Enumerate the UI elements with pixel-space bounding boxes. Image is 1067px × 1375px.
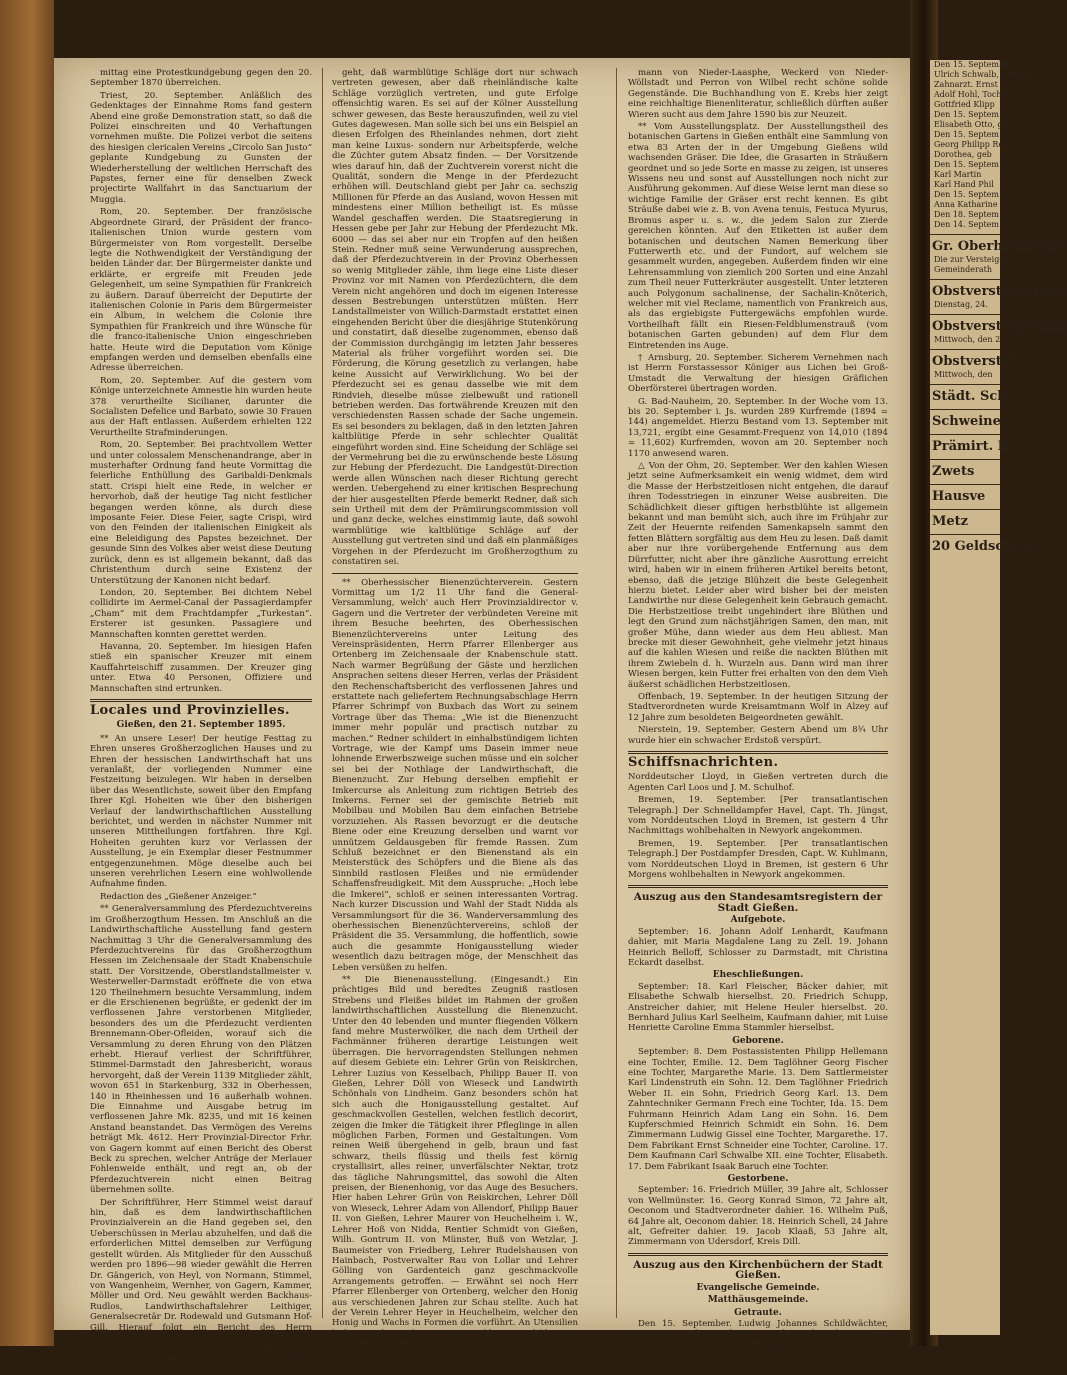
ship-entry: Bremen, 19. September. [Per transatlantischen Telegraph.] Der Schnelldampfer Havel, Capt. Th. Jüngst, vom Norddeutschen Lloyd in Bremen, ist gestern 4 Uhr Nachmittags wohlbehalten in Newyork angekommen. bbox=[628, 795, 888, 837]
news-paragraph: mittag eine Protestkundgebung gegen den 20. September 1870 überreichen. bbox=[90, 68, 312, 89]
newspaper-page bbox=[54, 58, 912, 1375]
adjacent-page-line: Schweine bbox=[932, 414, 1001, 429]
adjacent-page-line: Mittwoch, den bbox=[934, 370, 993, 379]
kirchen-parish: Matthäusgemeinde. bbox=[707, 1295, 809, 1306]
section-divider bbox=[628, 1253, 888, 1256]
ad-divider bbox=[930, 314, 1000, 315]
ad-divider bbox=[930, 349, 1000, 350]
adjacent-page-line: Ulrich Schwalb, Tochter bbox=[934, 70, 1033, 79]
news-paragraph: ** An unsere Leser! Der heutige Festtag zu Ehren unseres Großherzoglichen Hauses und zu Ehren der hessischen Landwirthschaft hat uns veranlaßt, der vorliegenden Nummer eine Festzeitung beizulegen. Wir haben in derselben über das Wesentlichste, soweit über den Empfang Ihrer Kgl. Hoheiten wie über den bisherigen Verlauf der landwirthschaftlichen Ausstellung berichtet, und werden in nächster Nummer mit unseren Mittheilungen fortfahren. Ihre Kgl. Hoheiten geruhten kurz vor Verlassen der Ausstellung, je ein Exemplar dieser Festnummer entgegenzunehmen. Möge dieselbe auch bei unseren verehrlichen Lesern eine wohlwollende Aufnahme finden. bbox=[90, 733, 312, 890]
adjacent-page-line: Obstversteigerung bbox=[932, 284, 1067, 299]
adjacent-page-line: Zahnarzt. Ernst bbox=[934, 80, 998, 89]
adjacent-page-line: Den 15. September, bbox=[934, 60, 1015, 69]
adjacent-page-line: Die zur Versteige bbox=[934, 255, 1005, 264]
column-2 bbox=[332, 68, 578, 1350]
news-paragraph: Triest, 20. September. Anläßlich des Gedenktages der Einnahme Roms fand gestern Abend eine große Demonstration statt, so daß die Polizei einschreiten und 40 Verhaftungen vornehmen mußte. Die Polizei verbot die seitens des hiesigen clericalen Vereins „Circolo San Justo“ geplante Kundgebung zu Gunsten der Wiederherstellung der weltlichen Herrschaft des Papstes, ferner eine für denselben Zweck projectirte Wallfahrt in das Sanctuarium der Muggia. bbox=[90, 90, 312, 205]
regional-news bbox=[628, 68, 888, 746]
news-paragraph: Rom, 20. September. Bei prachtvollem Wetter und unter colossalem Menschenandrange, aber in musterhafter Ordnung fand heute Vormittag die feierliche Enthüllung des Garibaldi-Denkmals statt. Crispi hielt eine Rede, in welcher er hervorhob, daß der heutige Tag nicht festlicher begangen werden könne, als durch diese imposante Feier. Diese Feier, sagte Crispi, wird von den Feinden der italienischen Einigkeit als eine Beleidigung des Papstes bezeichnet. Der gesunde Sinn des Volkes aber weist diese Deutung zurück, denn es ist allgemein bekannt, daß das Christenthum durch seine Existenz der Unterstützung der Kanonen nicht bedarf. bbox=[90, 440, 312, 586]
dateline: Gießen, den 21. September 1895. bbox=[116, 720, 286, 731]
news-paragraph: mann von Nieder-Laasphe, Weckerd von Nieder-Wöllstadt und Perron von Wilbel recht schöne solide Gegenstände. Die Buchhandlung von E. Krebs hier zeigt eine reichhaltige Bienenliteratur, schließlich dürften außer Wieren sucht aus dem Jahre 1590 bis zur Neuzeit. bbox=[628, 68, 888, 120]
adjacent-page-line: Den 15. Septem bbox=[934, 110, 999, 119]
news-paragraph: ** Vom Ausstellungsplatz. Der Ausstellungstheil des botanischen Gartens in Gießen enthält eine Sammlung von etwa 83 Arten der in der Umgebung Gießens wild wachsenden Gräser. Die Idee, die Grasarten in Sträußern geordnet und so jede Sorte en masse zu zeigen, ist unseres Wissens neu und sonst auf Ausstellungen noch nicht zur Ausführung gekommen. Auf diese Weise lernt man diese so wichtige Familie der Gräser erst recht kennen. Es gibt Sträuße dabei wie z. B. von Avena tenuis, Festuca Myurus, Bromus asper u. s. w., die jedem Salon zur Zierde gereichen könnten. Auf den Etiketten ist außer dem botanischen und deutschen Namen Bemerkung über Futterwerth etc. und der Fundort, auf welchem sie gesammelt wurden, angegeben. Außerdem finden wir eine Lehrensammlung von ziemlich 200 Sorten und eine Anzahl zum Theil neuer Futterkräuter ausgestellt. Unter letzteren auch Polygonum sachalinense, der Sachalin-Knöterich, welcher mit viel Reclame, namentlich von Frankreich aus, als das ergiebigste Futtergewächs empfohlen wurde. Vortheilhaft fällt ein Riesen-Feldblumenstrauß (vom botanischen Garten gebunden) auf dem Flur dem Eintretenden ins Auge. bbox=[628, 122, 888, 351]
adjacent-page-line: Georg Philipp Re bbox=[934, 140, 1004, 149]
kirchen-sub: Evangelische Gemeinde. bbox=[696, 1282, 820, 1293]
ad-divider bbox=[930, 434, 1000, 435]
section-divider bbox=[628, 751, 888, 754]
ad-divider bbox=[930, 509, 1000, 510]
adjacent-page-line: Städt. Sch bbox=[932, 389, 1007, 404]
adjacent-page-line: Dorothea, geb bbox=[934, 150, 992, 159]
adjacent-page-line: Obstversteigerung bbox=[932, 319, 1067, 334]
adjacent-page-line: Hausve bbox=[932, 489, 986, 504]
adjacent-page-line: Den 15. Septem bbox=[934, 190, 999, 199]
news-paragraph: ** Oberhessischer Bienenzüchterverein. Gestern Vormittag um 1/2 11 Uhr fand die General-Versammlung, welch' auch Herr Provinzialdirector v. Gagern und die Vertreter der verbündeten Vereine mit ihrem Besuche beehrten, des Oberhessischen Bienenzüchtervereins unter Leitung des Vereinspräsidenten, Herrn Pfarrer Ellenberger aus Ortenberg im Zeichensaale der Knabenschule statt. Nach warmer Begrüßung der Gäste und herzlichen Ansprachen seitens dieser Herren, verlas der Präsident den Rechenschaftsbericht des verflossenen Jahres und erstattete nach geliefertem Rechnungsabschlage Herrn Pfarrer Schrimpf von Buxbach das Wort zu seinem Vortrage über das Thema: „Wie ist die Bienenzucht immer mehr populär und practisch nutzbar zu machen.“ Redner schildert in einhalbstündigem lichten Vortrage, wie der Kampf ums Dasein immer neue lohnende Erwerbszweige suchen müsse und ein solcher sei bei der Nothlage der Landwirthschaft, die Bienenzucht. Zur Hebung derselben empfiehlt er Imkercurse als Anleitung zum richtigen Betrieb des Imkerns. Ferner sei der gemischte Betrieb mit Mobilbau und Mobilen Bau dem einfachen Betriebe vorzuziehen. Als Rassen bevorzugt er die deutsche Biene oder eine Kreuzung derselben und warnt vor unnützem Geldausgeben für fremde Rassen. Zum Schluß bezeichnet er den Bienenstand als ein Meisterstück des Schöpfers und die Biene als das Sinnbild rastlosen Fleißes und nie ermüdender Schaffensfreudigkeit. Mit dem Ausspruche: „Hoch lebe die Imkerei“, schloß er seinen interessanten Vortrag. Nach kurzer Discussion und Wahl der Stadt Nidda als Versammlungsort für die 36. Wanderversammlung des oberhessischen Bienenzüchtervereins, schloß der Präsident die 35. Versammlung, die hoffentlich, sowie auch die gesammte Honigausstellung wieder wesentlich dazu beitragen möge, der Menschheit das Leben versüßen zu helfen. bbox=[332, 577, 578, 973]
adjacent-page-line: Elisabeth Otto, ge bbox=[934, 120, 1008, 129]
adjacent-page-line: Adolf Hohl, Tochter bbox=[934, 90, 1014, 99]
news-paragraph: ** Die Bienenausstellung. (Eingesandt.) Ein prächtiges Bild und beredtes Zeugniß rastlosen Strebens und Fleißes bildet im Rahmen der großen landwirthschaftlichen Ausstellung die Bienenzucht. Unter den 40 lebenden und munter fliegenden Völkern fand mehre Musterwölker, die nach dem Urtheil der Fachmänner früheren derartige Leistungen weit überragen. Die hervorragendsten Stellungen nehmen auf diesem Gebiete ein: Lehrer Grün von Reiskirchen, Lehrer Luzius von Kesselbach, Philipp Bauer II. von Gießen, Lehrer Döll von Wieseck und Landwirth Schönhals von Lindheim. Ganz besonders schön hat sich auch die Honigausstellung gestaltet. Auf geschmackvollen Gestellen, welchen festlich decorirt, zeigen die Imker die Tätigkeit ihrer Pfleglinge in allen möglichen Farben, Formen und Gestaltungen. Vom reinen Weiß übergehend in gelb, braun und fast schwarz, theils flüssig und theils fest körnig crystallisirt, alles reiner, unverfälschter Nektar, trotz das tägliche Nahrungsmittel, das sowohl die Alten preisen, der Bienenhonig, vor das Auge des Besuchers. Hier haben Lehrer Grün von Reiskirchen, Lehrer Döll von Wieseck, Lehrer Adam von Allendorf, Philipp Bauer II. von Gießen, Lehrer Maurer von Heuchelheim i. W., Lehrer Hoß von Nidda, Rentier Schmidt von Gießen, Wilh. Gontrum II. von Münster, Buß von Wetzlar, J. Baumeister von Friedberg, Lehrer Rudelshausen von Hainbach, Postverwalter Rau von Lollar und Lehrer Gölling von Gardenteich ganz geschmackvolle Arrangements getroffen. — Erwähnt sei noch Herr Pfarrer Ellenberger von Ortenberg, welcher den Honig aus verschiedenen Jahren zur Schau stellte. Auch hat der Verein Lehrer Heyer in Heuchelheim, welcher den Honig und Wachs in Formen die vorführt. An Utensilien liefert Hrch. Keck Ww. von Nidda, G. Schäfer von Friedberg, Schmidt von Großen-Buseck, Zimmer- bbox=[332, 974, 578, 1350]
article-divider bbox=[332, 573, 578, 574]
adjacent-page-line: Gr. Oberhessische bbox=[932, 239, 1064, 254]
ships-intro: Norddeutscher Lloyd, in Gießen vertreten durch die Agenten Carl Loos und J. M. Schulhof. bbox=[628, 772, 888, 793]
register-group-title: Aufgebote. bbox=[730, 915, 786, 926]
register-group-title: Gestorbene. bbox=[727, 1174, 789, 1185]
adjacent-page-line: Mittwoch, den 2 bbox=[934, 335, 1001, 344]
register-group-title: Eheschließungen. bbox=[712, 970, 804, 981]
adjacent-page-line: Den 15. Septem bbox=[934, 130, 999, 139]
news-paragraph: Rom, 20. September. Der französische Abgeordnete Girard, der Präsident der franco-italienischen Union wurde gestern vom Bürgermeister von Rom vorgestellt. Derselbe legte die Nothwendigkeit der Verständigung der beiden Länder dar. Der Bürgermeister dankte und erklärte, er ergreife mit Freuden jede Gelegenheit, um seine Sympathien für Frankreich zu äußern. Darauf überreicht der Deputirte der italienischen Colonie in Paris dem Bürgermeister ein Album, in welchem die Colonie ihre Sympathien für Frankreich und ihre Wünsche für die franco-italienische Union eingeschrieben hatte. Heute wird die Deputation vom Könige empfangen werden und demselben ebenfalls eine Adresse überreichen. bbox=[90, 207, 312, 374]
news-paragraph: Redaction des „Gießener Anzeiger.“ bbox=[100, 891, 257, 902]
news-paragraph: London, 20. September. Bei dichtem Nebel collidirte im Aermel-Canal der Passagierdampfer „Cham“ mit dem Frachtdampfer „Turkestan“. Ersterer ist gesunken. Passagiere und Mannschaften konnten gerettet werden. bbox=[90, 587, 312, 640]
adjacent-page-line: Metz bbox=[932, 514, 969, 529]
section-divider bbox=[628, 885, 888, 888]
register-entry: September: 16. Friedrich Müller, 39 Jahre alt, Schlosser von Wellmünster. 16. Georg Konrad Simon, 72 Jahre alt, Oeconom und Stadtverordneter dahier. 16. Wilhelm Puß, 64 Jahre alt, Oeconom dahier. 18. Heinrich Schell, 24 Jahre alt, Gefreiter dahier. 19. Jacob Klaaß, 53 Jahre alt, Zimmermann von Udersdorf, Kreis Dill. bbox=[628, 1185, 888, 1248]
ships-entries bbox=[628, 795, 888, 880]
column-rule bbox=[322, 68, 323, 1318]
news-paragraph: ** Generalversammlung des Pferdezuchtvereins im Großherzogthum Hessen. Im Anschluß an die Landwirthschaftliche Ausstellung fand gestern Nachmittag 3 Uhr die Generalversammlung des Pferdezuchtvereins für das Großherzogthum Hessen im Zeichensaale der Stadt Knabenschule statt. Der Vorsitzende, Oberstlandstallmeister v. Westerweller-Darmstadt eröffnete die von etwa 120 Theilnehmern besuchte Versammlung, indem er die Erschienenen begrüßte, er gedenkt der im verflossenen Jahre verstorbenen Mitglieder, besonders des um die Pferdezucht verdienten Brennemann-Ober-Ofleiden, worauf sich die Versammlung zu deren Ehrung von den Plätzen erhebt. Hierauf verliest der Schriftführer, Stimmel-Darmstadt den Jahresbericht, woraus hervorgeht, daß der Verein 1139 Mitglieder zählt, wovon 651 in Starkenburg, 332 in Oberhessen, 140 in Rheinhessen und 16 außerhalb wohnen. Die Einnahme und Ausgabe betrug im verflossenen Jahre Mk. 8235, und mit 16 keinen Anstand beanstandet. Das Vermögen des Vereins beträgt Mk. 4612. Herr Provinzial-Director Frhr. von Gagern kommt auf einen Bericht des Oberst Beck zu sprechen, welcher Anträge der Merlauer Fohlenweide enthält, und regt an, ob der Pferdezuchtverein nicht einen Beitrag übernehmen sollte. bbox=[90, 904, 312, 1196]
ad-divider bbox=[930, 534, 1000, 535]
column-3 bbox=[628, 68, 888, 1350]
column-1 bbox=[90, 68, 312, 1375]
adjacent-page-line: Zwets bbox=[932, 464, 975, 479]
ad-divider bbox=[930, 459, 1000, 460]
news-paragraph: Der Schriftführer, Herr Stimmel weist darauf hin, daß es dem landwirthschaftlichen Provinzialverein an die Hand gegeben sei, den Ueberschüssen in Merlau abzuhelfen, und daß die erforderlichen Mittel demselben zur Verfügung gestellt würden. Als Mitglieder für den Ausschuß werden pro 1896—98 wieder gewählt die Herren Dr. Gängerich, von Heyl, von Normann, Stimmel, von Wangenheim, Wernher, von Gagern, Kammer, Möller und Ord. Neu gewählt werden Backhaus-Rudlos, Landwirthschaftslehrer Leithiger, Generalsecretär Dr. Rodewald und Gutsmann Hof-Gill. Hierauf folgt ein Bericht des Herrn Dettweiler-Wintersheim über die Pferdeausstellung der deutschen Landwirthschaftsgesellschaft in Köln, woraus hervor- bbox=[90, 1197, 312, 1375]
adjacent-page-line: Prämirt. Bi bbox=[932, 439, 1014, 454]
adjacent-page-line: Gemeinderath bbox=[934, 265, 992, 274]
adjacent-page-line: Den 14. Septem bbox=[934, 220, 999, 229]
adjacent-page-line: Anna Katharine bbox=[934, 200, 998, 209]
column-rule bbox=[616, 68, 617, 1318]
register-entry: September: 18. Karl Fleischer, Bäcker dahier, mit Elisabethe Schwalb hierselbst. 20. Friedrich Schupp, Anstreicher dahier, mit Helene Heuler hierselbst. 20. Bernhard Julius Karl Seelheim, Kaufmann dahier, mit Luise Henriette Caroline Emma Stammler hierselbst. bbox=[628, 981, 888, 1034]
news-paragraph: geht, daß warmblütige Schläge dort nur schwach vertreten gewesen, aber daß rheinländische kalte Schläge vorzüglich vertreten, und gute Erfolge offensichtig waren. Es sei auf der Kölner Ausstellung schwer gewesen, das Beste herauszufinden, weil zu viel Gutes dagewesen. Man solle sich bei uns ein Beispiel an diesen Erfolgen des Rheinlandes nehmen, dort zieht man keine Luxus- sondern nur Arbeitspferde, welche die Züchter gutem Absatz finden. — Der Vorsitzende wies darauf hin, daß der Zuchtverein vorerst nicht die Qualität, sondern die Menge in der Pferdezucht erhöhen will. Deutschland giebt per Jahr ca. sechszig Millionen für Pferde an das Ausland, wovon Hessen mit mindestens einer Million betheiligt ist. Es müsse Wandel geschaffen werden. Die Staatsregierung in Hessen gebe per Jahr zur Hebung der Pferdezucht Mk. 6000 — das sei aber nur ein Tropfen auf den heißen Stein. Redner muß seine Verwunderung aussprechen, daß der Pferdezuchtverein in der Provinz Oberhessen so wenig Mitglieder zähle, ihm liege eine Liste dieser Provinz vor mit Namen von Pferdezüchtern, die dem Verein nicht angehören und doch im eigenen Interesse dessen Bestrebungen unterstützen müßten. Herr Landstallmeister von Willich-Darmstadt erstattet einen eingehenden Bericht über die diesjährige Stutenkörung und constatirt, daß dieselbe zugenommen, ebenso daß der Commission durchgängig im letzten Jahr besseres Material als früher vorgeführt worden sei. Die Förderung, die Körung gesetzlich zu verlangen, habe keine Aussicht auf Verwirklichung. Wo bei der Pferdezucht sei es genau dasselbe wie mit dem Rindvieh, dieselbe müsse zielbewußt und rationell betrieben werden. Das fortwährende Kreuzen mit den verschiedensten Rassen schade der Sache ungemein. Es sei besonders zu beklagen, daß in den letzten Jahren kaltblütige Pferde in sehr schlechter Qualität eingeführt worden sind. Eine Scheidung der Schläge sei der Vermehrung bei die zu erwünschende beste Lösung zur Hebung der Pferdezucht. Die Landgestüt-Direction werde allen Wünschen nach dieser Richtung gerecht werden. Uebergehend zu einer kritischen Besprechung der hier ausgestellten Pferde bemerkt Redner, daß sich sein Urtheil mit dem der Prämiirungscommission voll und ganz decke, welches einstimmig laute, daß sowohl warmblütige wie kaltblütige Schläge auf der Ausstellung gut vertreten sind und daß ein planmäßiges Vorgehen in der Pferdezucht im Großherzogthum zu constatiren sei. bbox=[332, 68, 578, 568]
adjacent-page-line: Dienstag, 24. bbox=[934, 300, 988, 309]
ad-divider bbox=[930, 234, 1000, 235]
news-paragraph: † Arnsburg, 20. September. Sicherem Vernehmen nach ist Herrn Forstassessor Königer aus Lichen bei Groß-Umstadt die Verwaltung der hiesigen Gräflichen Oberförsterei übertragen worden. bbox=[628, 352, 888, 395]
ship-entry: Bremen, 19. September. [Per transatlantischen Telegraph.] Der Postdampfer Dresden, Capt. W. Kuhlmann, vom Norddeutschen Lloyd in Bremen, ist gestern 6 Uhr Morgens wohlbehalten in Newyork angekommen. bbox=[628, 838, 888, 881]
horse-breeding-report bbox=[332, 68, 578, 568]
adjacent-page-line: 20 Geldschrä bbox=[932, 539, 1028, 554]
local-news bbox=[90, 734, 312, 1375]
news-paragraph: Havanna, 20. September. Im hiesigen Hafen stieß ein spanischer Kreuzer mit einem Kauffahrteischiff zusammen. Der Kreuzer ging unter. Etwa 40 Personen, Offiziere und Mannschaften sind ertrunken. bbox=[90, 641, 312, 694]
standesamt-register bbox=[628, 915, 888, 1248]
news-paragraph: Rom, 20. September. Auf die gestern vom Könige unterzeichnete Amnestie hin wurden heute 378 verurtheilte Sicilianer, darunter die Socialisten Defelice und Barbato, sowie 30 Frauen aus der Haft entlassen. Außerdem erhielten 122 Verurtheilte Strafminderungen. bbox=[90, 375, 312, 438]
ad-divider bbox=[930, 384, 1000, 385]
news-paragraph: G. Bad-Nauheim, 20. September. In der Woche vom 13. bis 20. September i. Js. wurden 289 Kurfremde (1894 = 144) angemeldet. Hierzu Bestand vom 13. September mit 13,721, ergibt eine Gesammt-Frequenz von 14,010 (1894 = 11,602) Kurfremden, wovon am 20. September noch 1170 anwesend waren. bbox=[628, 396, 888, 459]
register-entry: September: 8. Dem Postassistenten Philipp Hellemann eine Tochter, Emilie. 12. Dem Taglöhner Georg Fischer eine Tochter, Margarethe Marie. 13. Dem Sattlermeister Karl Lindenstruth ein Sohn. 12. Dem Taglöhner Friedrich Weber II. ein Sohn, Friedrich Georg Karl. 13. Dem Zahntechniker Germann Frech eine Tochter, Ida. 15. Dem Fuhrmann Heinrich Adam Lang ein Sohn. 16. Dem Kupferschmied Heinrich Schmidt ein Sohn. 16. Dem Zimmermann Ludwig Gissel eine Tochter, Margarethe. 17. Dem Fabrikant Ernst Schneider eine Tochter, Caroline. 17. Dem Kaufmann Carl Schwalbe XII. eine Tochter, Elisabeth. 17. Dem Fabrikant Isaak Baruch eine Tochter. bbox=[628, 1047, 888, 1172]
kirchen-entry: Den 15. September. Ludwig Johannes Schildwächter, Metzger in Gießen, und Marie Jacobi, Tochter des Maurers Heinrich Jacobi V. zu Allendorf bei Battenfeld. bbox=[628, 1318, 888, 1350]
kirchen-group-title: Getraute. bbox=[734, 1307, 782, 1318]
international-news bbox=[90, 68, 312, 694]
register-group-title: Geborene. bbox=[732, 1035, 784, 1046]
news-paragraph: △ Von der Ohm, 20. September. Wer den kahlen Wiesen jetzt seine Aufmerksamkeit ein wenig widmet, dem wird die Masse der Herbstzeitlosen nicht entgehen, die darauf ihren Todesstriegen in einzuner Weise ausbreiten. Die Schädlichkeit dieser giftigen herbstblühte ist allgemein bekannt und man bemüht sich, auch ihre im Frühjahr zur Zeit der Heuernte reifenden Samenkapseln sammt den fetten Blättern sorgfältig aus dem Heu zu lesen. Daß damit aber nur ihre vorübergehende Entfernung aus dem Dürrfutter, nicht aber ihre gänzliche Ausrottung erreicht wird, haben wir in einem früheren Artikel bereits betont, ebenso, daß die jetzige Blühzeit die beste Gelegenheit hierzu bietet. Leider aber wird bisher bei der meisten Landwirthe nur diese Gelegenheit kein Gebrauch gemacht. Die Herbstzeitlose treibt ungehindert ihre Blüthen und legt den Grund zum nächstjährigen Samen, den man, mit großer Mühe, dann wieder aus dem Heu abliest. Man brecke mit dieser Gewohnheit, gehe vielmehr jetzt hinaus auf die kahlen Wiesen und reiße die nackten Blüthen mit ihrem Zwiebeln d. h. Wurzeln aus. Dann wird man ihrer Wiesen bergen, kein Futter frei erhalten von den dem Vieh äußerst schädlichen Herbstzeitlosen. bbox=[628, 461, 888, 690]
adjacent-page-line: Karl Hand Phil bbox=[934, 180, 994, 189]
kirchen-heading: Auszug aus den Kirchenbüchern der Stadt Gießen. bbox=[633, 1258, 883, 1282]
ships-heading: Schiffsnachrichten. bbox=[628, 755, 779, 770]
section-divider bbox=[90, 699, 312, 702]
news-paragraph: Offenbach, 19. September. In der heutigen Sitzung der Stadtverordneten wurde Kreisamtmann Wolf in Alzey auf 12 Jahre zum besoldeten Beigeordneten gewählt. bbox=[628, 691, 888, 723]
adjacent-page-line: Karl Martin bbox=[934, 170, 982, 179]
ad-divider bbox=[930, 409, 1000, 410]
section-heading-local: Locales und Provinzielles. bbox=[90, 702, 290, 718]
adjacent-page-lines bbox=[930, 60, 1067, 555]
adjacent-page-line: Obstverstei bbox=[932, 354, 1015, 369]
adjacent-page-line: Gottfried Klipp bbox=[934, 100, 995, 109]
news-paragraph: Nierstein, 19. September. Gestern Abend um 8¾ Uhr wurde hier ein schwacher Erdstoß verspürt. bbox=[628, 725, 888, 746]
ad-divider bbox=[930, 279, 1000, 280]
ad-divider bbox=[930, 484, 1000, 485]
adjacent-page-line: Den 15. Septem bbox=[934, 160, 999, 169]
bee-association-report bbox=[332, 578, 578, 1350]
book-edge-left bbox=[0, 0, 54, 1346]
register-entry: September: 16. Johann Adolf Lenhardt, Kaufmann dahier, mit Maria Magdalene Lang zu Zell. 19. Johann Heinrich Belloff, Schlosser zu Darmstadt, mit Christina Eckardt daselbst. bbox=[628, 926, 888, 968]
adjacent-page-fragment bbox=[930, 60, 1067, 1335]
adjacent-page-line: Den 18. Septem bbox=[934, 210, 999, 219]
standesamt-heading: Auszug aus den Standesamtsregistern der Stadt Gießen. bbox=[633, 891, 883, 914]
